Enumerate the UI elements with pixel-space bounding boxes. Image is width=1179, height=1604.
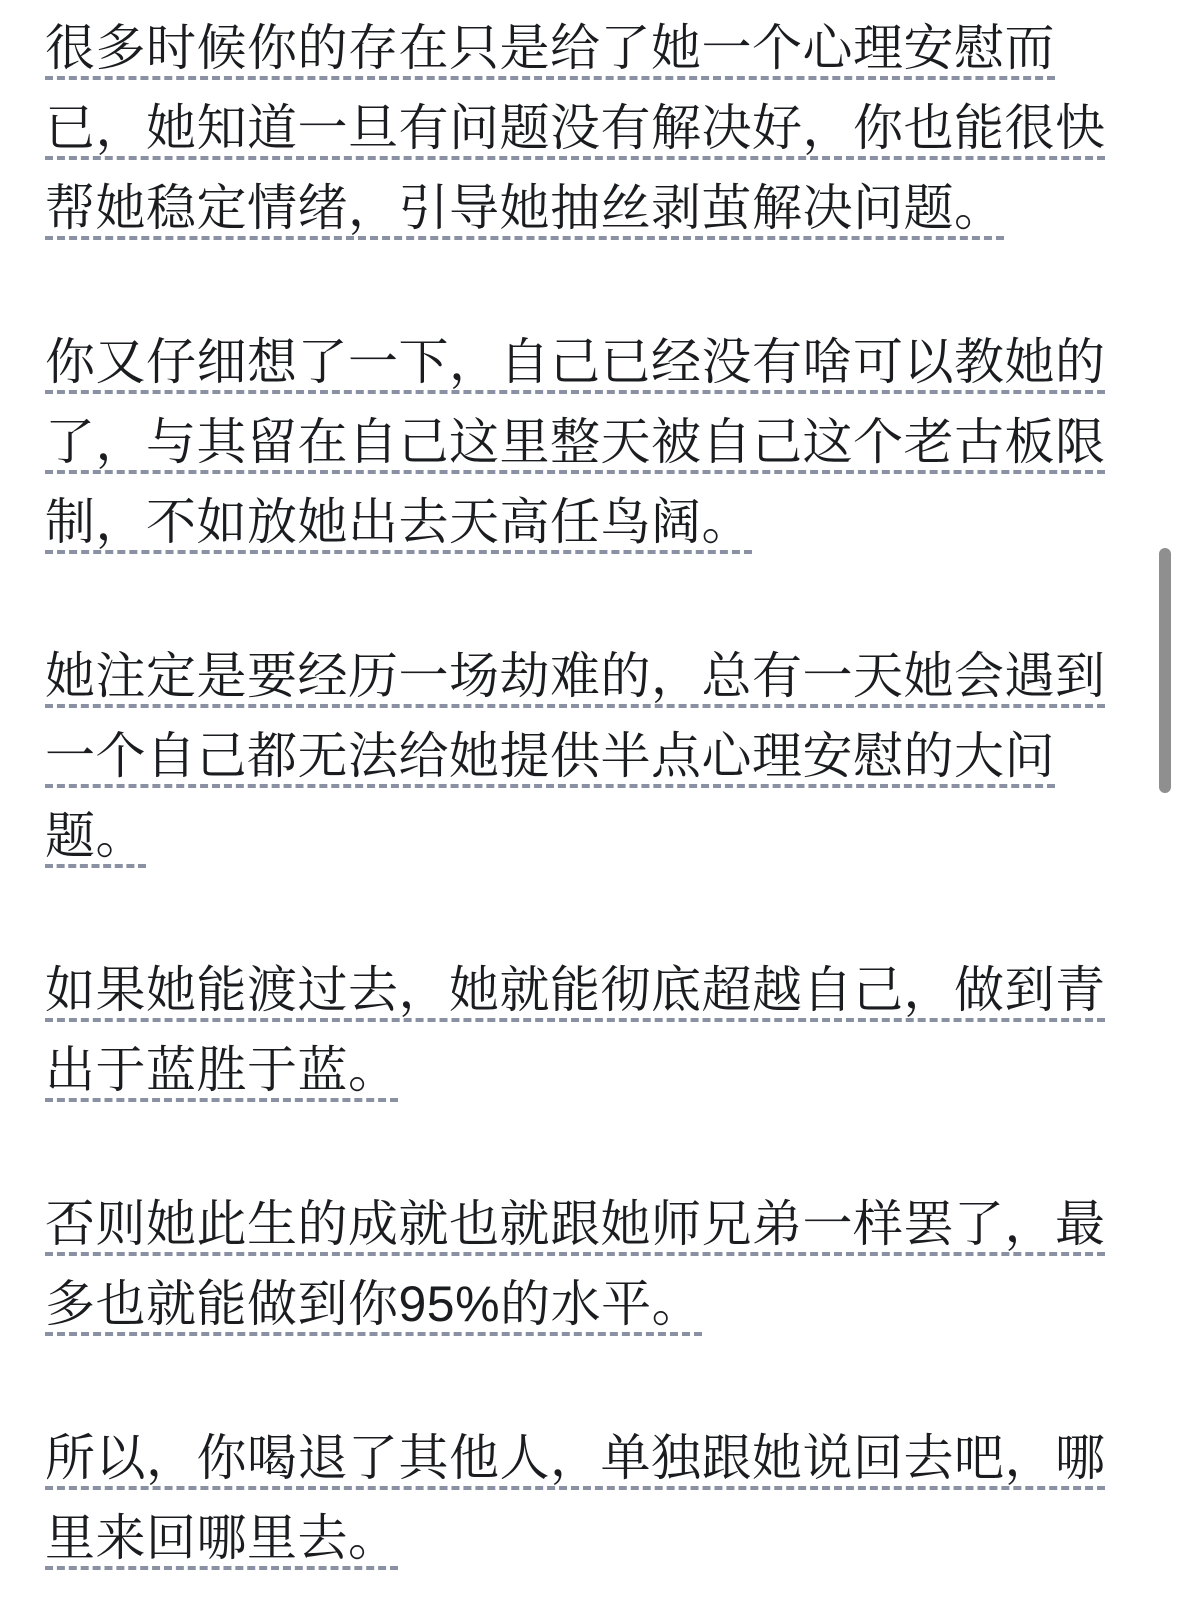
text-line <box>45 1264 1115 1344</box>
paragraph <box>45 636 1115 876</box>
paragraph <box>45 322 1115 562</box>
text-line <box>45 716 1115 796</box>
paragraph <box>45 1184 1115 1344</box>
text-line <box>45 402 1115 482</box>
reader-content <box>45 8 1115 1578</box>
text-line <box>45 1030 1115 1110</box>
paragraph <box>45 8 1115 248</box>
paragraph <box>45 950 1115 1110</box>
text-line-content: 多也就能做到你95%的水平。 <box>45 1276 703 1332</box>
text-line <box>45 1184 1115 1264</box>
text-line <box>45 8 1115 88</box>
text-line-content: 否则她此生的成就也就跟她师兄弟一样罢了，最 <box>45 1196 1106 1252</box>
text-line-content: 题。 <box>45 808 146 864</box>
text-line-content: 了，与其留在自己这里整天被自己这个老古板限 <box>45 414 1106 470</box>
text-line <box>45 636 1115 716</box>
text-line <box>45 88 1115 168</box>
text-line-content: 里来回哪里去。 <box>45 1510 399 1566</box>
text-line-content: 制，不如放她出去天高任鸟阔。 <box>45 494 752 550</box>
text-line-content: 所以，你喝退了其他人，单独跟她说回去吧，哪 <box>45 1430 1106 1486</box>
scrollbar-thumb[interactable] <box>1159 548 1171 793</box>
text-line-content: 帮她稳定情绪，引导她抽丝剥茧解决问题。 <box>45 180 1005 236</box>
text-line-content: 很多时候你的存在只是给了她一个心理安慰而 <box>45 20 1055 76</box>
text-line-content: 如果她能渡过去，她就能彻底超越自己，做到青 <box>45 962 1106 1018</box>
text-line <box>45 950 1115 1030</box>
text-line-content: 她注定是要经历一场劫难的，总有一天她会遇到 <box>45 648 1106 704</box>
text-line <box>45 322 1115 402</box>
text-line-content: 出于蓝胜于蓝。 <box>45 1042 399 1098</box>
text-line <box>45 168 1115 248</box>
text-line-content: 一个自己都无法给她提供半点心理安慰的大问 <box>45 728 1055 784</box>
text-line <box>45 482 1115 562</box>
text-line <box>45 1498 1115 1578</box>
text-line-content: 已，她知道一旦有问题没有解决好，你也能很快 <box>45 100 1106 156</box>
paragraph <box>45 1418 1115 1578</box>
text-line-content: 你又仔细想了一下，自己已经没有啥可以教她的 <box>45 334 1106 390</box>
text-line <box>45 1418 1115 1498</box>
text-line <box>45 796 1115 876</box>
